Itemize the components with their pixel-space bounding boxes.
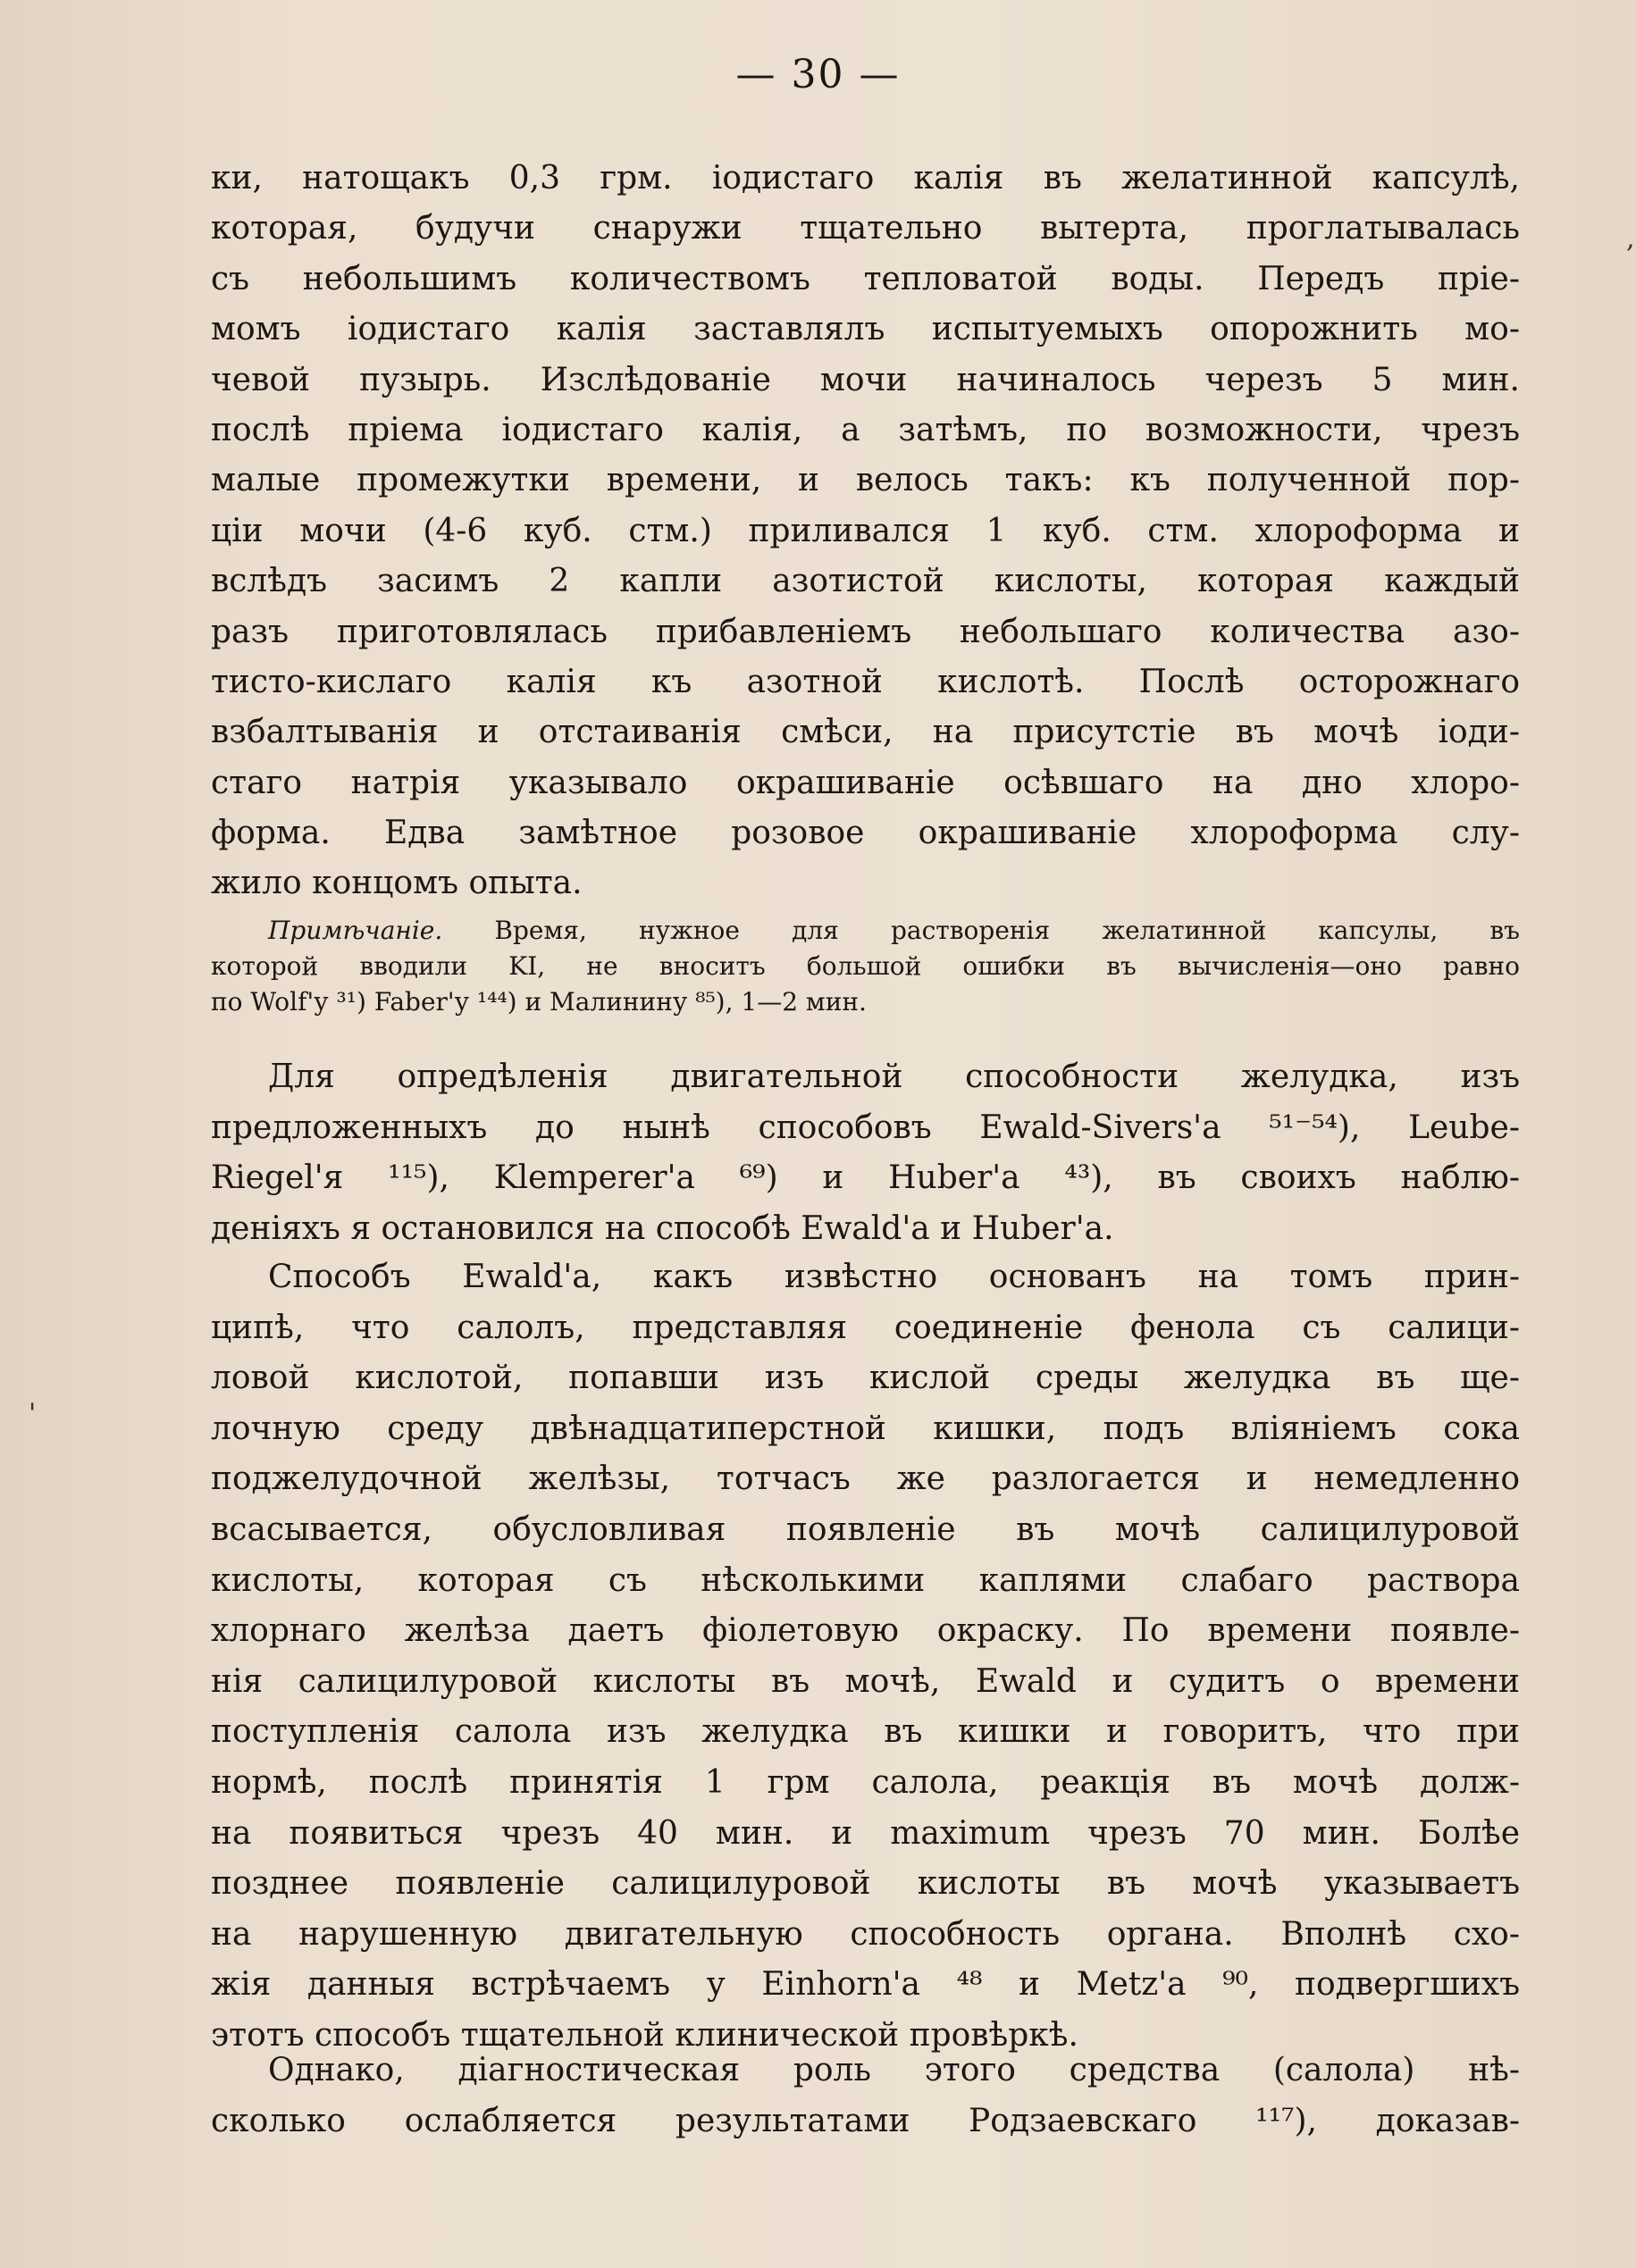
text-line: которая, будучи снаружи тщательно вытерта, проглатывалась — [211, 210, 1520, 247]
text-line: Способъ Ewald'a, какъ извѣстно основанъ на томъ прин- — [268, 1259, 1520, 1295]
footnote-line: которой вводили KI, не вноситъ большой ошибки въ вычисленія—оно равно — [211, 951, 1520, 981]
text-line: ціи мочи (4-6 куб. стм.) приливался 1 куб. стм. хлороформа и — [211, 512, 1520, 549]
text-line: чевой пузырь. Изслѣдованіе мочи начиналось черезъ 5 мин. — [211, 361, 1520, 398]
paragraph-1 — [211, 154, 1520, 909]
paragraph-4 — [211, 2046, 1520, 2147]
paragraph-3 — [211, 1252, 1520, 2062]
footnote-label: Примѣчаніе. — [268, 916, 443, 945]
text-line: вслѣдъ засимъ 2 капли азотистой кислоты, которая каждый — [211, 563, 1520, 600]
text-line: послѣ пріема іодистаго калія, а затѣмъ, по возможности, чрезъ — [211, 411, 1520, 448]
text-line: этотъ способъ тщательной клинической провѣркѣ. — [211, 2016, 1078, 2054]
text-line: малые промежутки времени, и велось такъ: къ полученной пор- — [211, 462, 1520, 499]
footnote-line — [211, 913, 1520, 949]
text-line: Однако, діагностическая роль этого средства (салола) нѣ- — [268, 2052, 1520, 2088]
text-line: нія салицилуровой кислоты въ мочѣ, Ewald и судитъ о времени — [211, 1662, 1520, 1700]
text-line: на появиться чрезъ 40 мин. и maximum чрезъ 70 мин. Болѣе — [211, 1814, 1520, 1852]
footnote-text: Время, нужное для растворенія желатинной капсулы, въ — [442, 916, 1520, 945]
footnote — [211, 913, 1520, 1020]
text-line: тисто-кислаго калія къ азотной кислотѣ. Послѣ осторожнаго — [211, 663, 1520, 700]
text-line: взбалтыванія и отстаиванія смѣси, на присутстіе въ мочѣ іоди- — [211, 714, 1520, 751]
text-line: всасывается, обусловливая появленіе въ мочѣ салицилуровой — [211, 1511, 1520, 1548]
text-line: позднее появленіе салицилуровой кислоты въ мочѣ указываетъ — [211, 1865, 1520, 1903]
text-line: хлорнаго желѣза даетъ фіолетовую окраску. По времени появле- — [211, 1612, 1520, 1650]
text-line: Riegel'я ¹¹⁵), Klemperer'a ⁶⁹) и Huber'a ⁴³), въ своихъ наблю- — [211, 1159, 1520, 1197]
text-line: Для опредѣленія двигательной способности желудка, изъ — [268, 1059, 1520, 1095]
text-line: кислоты, которая съ нѣсколькими каплями слабаго раствора — [211, 1561, 1520, 1599]
margin-mark: ' — [29, 1398, 37, 1429]
margin-mark: , — [1626, 223, 1635, 255]
text-line: момъ іодистаго калія заставлялъ испытуемыхъ опорожнить мо- — [211, 311, 1520, 348]
page-number: — 30 — — [735, 52, 901, 97]
text-line: ки, натощакъ 0,3 грм. іодистаго калія въ желатинной капсулѣ, — [211, 160, 1520, 197]
text-line: ципѣ, что салолъ, представляя соединеніе фенола съ салици- — [211, 1309, 1520, 1346]
text-line: поступленія салола изъ желудка въ кишки и говоритъ, что при — [211, 1713, 1520, 1751]
text-line: лочную среду двѣнадцатиперстной кишки, подъ вліяніемъ сока — [211, 1410, 1520, 1447]
text-line: разъ приготовлялась прибавленіемъ небольшаго количества азо- — [211, 613, 1520, 650]
text-line: на нарушенную двигательную способность органа. Вполнѣ схо- — [211, 1915, 1520, 1953]
paragraph-2 — [211, 1052, 1520, 1254]
text-line: съ небольшимъ количествомъ тепловатой воды. Передъ прiе- — [211, 260, 1520, 297]
text-line: форма. Едва замѣтное розовое окрашиваніе хлороформа слу- — [211, 815, 1520, 852]
text-line: поджелудочной желѣзы, тотчасъ же разлогается и немедленно — [211, 1460, 1520, 1498]
text-line: нормѣ, послѣ принятія 1 грм салола, реакція въ мочѣ долж- — [211, 1763, 1520, 1801]
text-line: жило концомъ опыта. — [211, 865, 583, 902]
text-line: сколько ослабляется результатами Родзаевскаго ¹¹⁷), доказав- — [211, 2102, 1520, 2139]
text-line: стаго натрія указывало окрашиваніе осѣвшаго на дно хлоро- — [211, 764, 1520, 801]
text-line: деніяхъ я остановился на способѣ Ewald'a и Huber'a. — [211, 1209, 1114, 1247]
footnote-line: по Wolf'у ³¹) Faber'у ¹⁴⁴) и Малинину ⁸⁵), 1—2 мин. — [211, 987, 867, 1017]
text-line: ловой кислотой, попавши изъ кислой среды желудка въ ще- — [211, 1360, 1520, 1397]
text-line: жія данныя встрѣчаемъ у Einhorn'a ⁴⁸ и Metz'a ⁹⁰, подвергшихъ — [211, 1966, 1520, 2004]
text-line: предложенныхъ до нынѣ способовъ Ewald-Sivers'a ⁵¹⁻⁵⁴), Leube- — [211, 1109, 1520, 1146]
